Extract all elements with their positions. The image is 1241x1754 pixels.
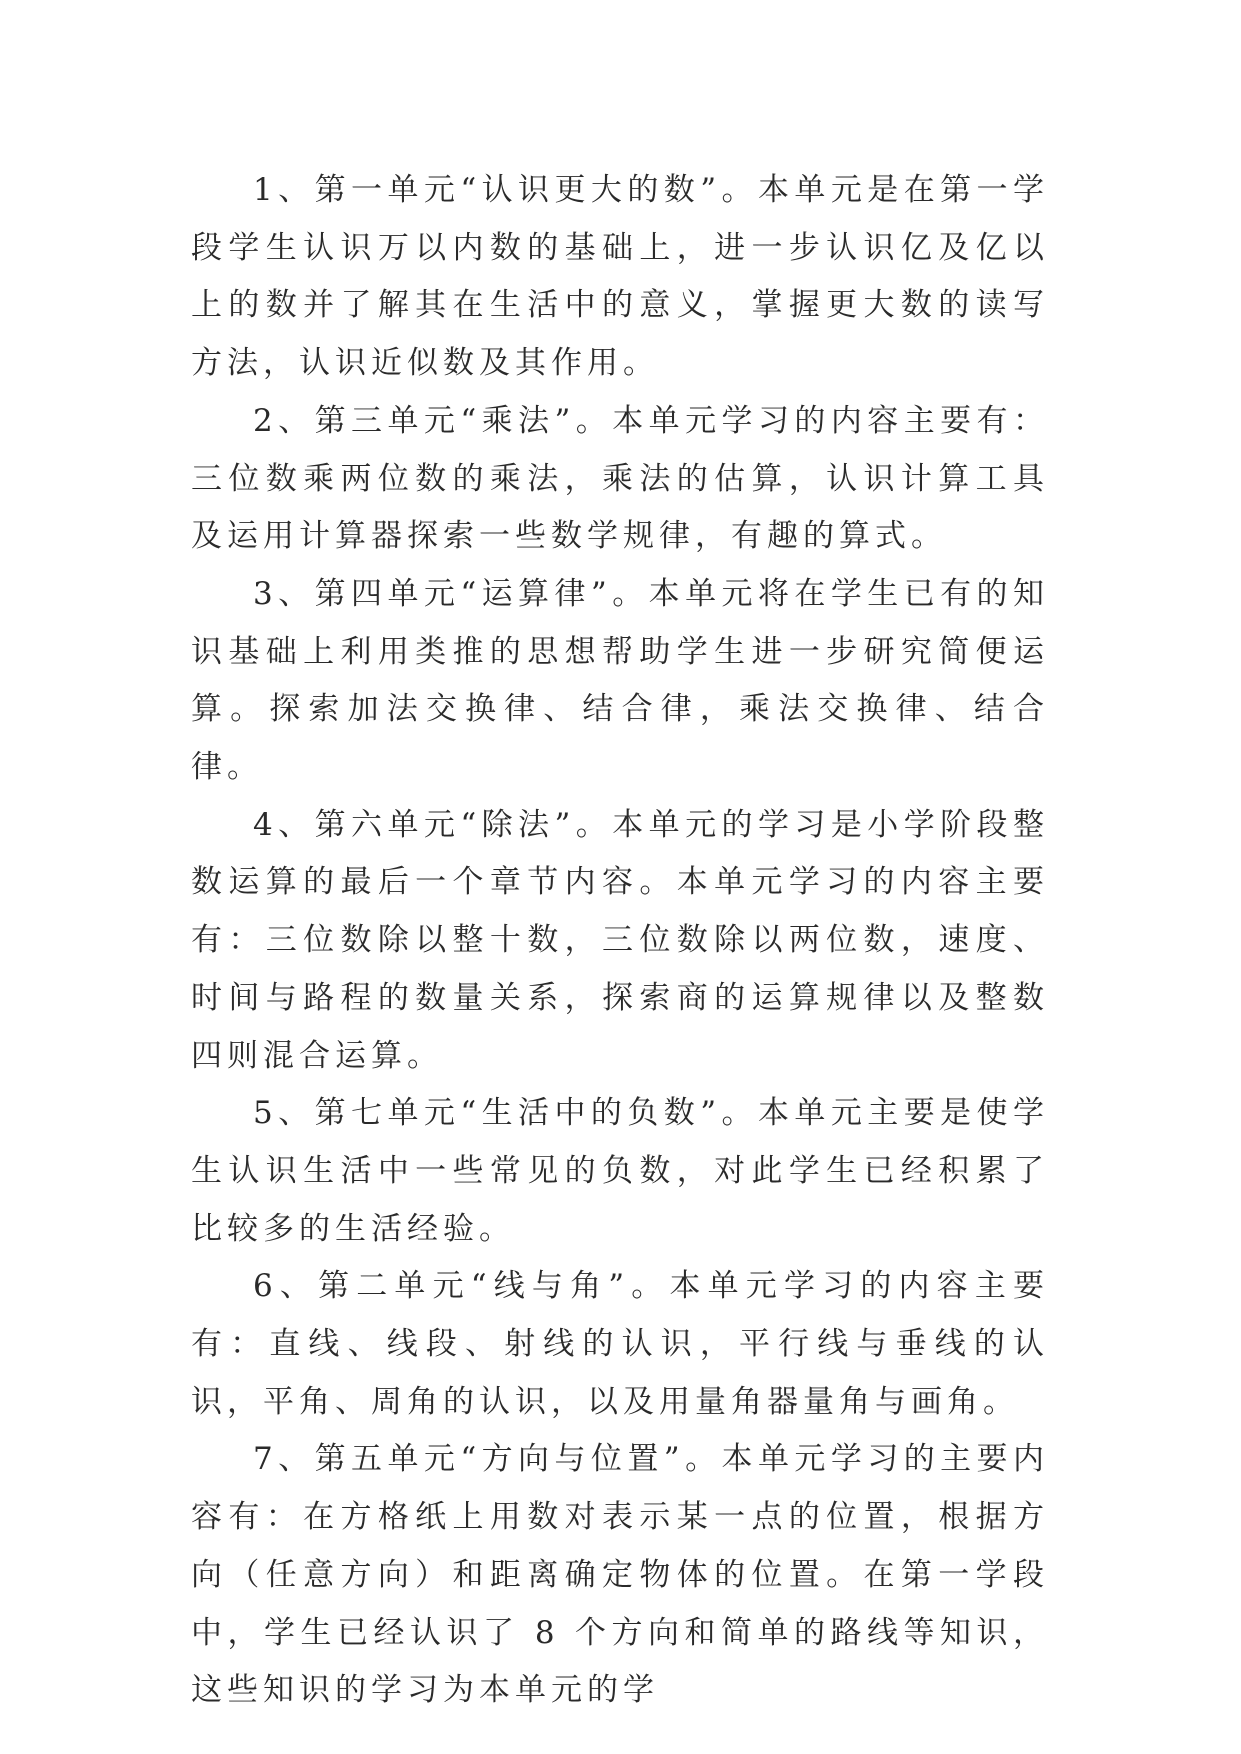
paragraph-unit-2: 6、第二单元“线与角”。本单元学习的内容主要有：直线、线段、射线的认识，平行线与垂线的认识，平角、周角的认识，以及用量角器量角与画角。 bbox=[191, 1268, 1049, 1420]
document-body bbox=[191, 162, 1049, 1720]
paragraph-unit-7: 5、第七单元“生活中的负数”。本单元主要是使学生认识生活中一些常见的负数，对此学生已经积累了比较多的生活经验。 bbox=[191, 1095, 1049, 1247]
paragraph-unit-4: 3、第四单元“运算律”。本单元将在学生已有的知识基础上利用类推的思想帮助学生进一步研究简便运算。探索加法交换律、结合律，乘法交换律、结合律。 bbox=[191, 575, 1049, 786]
paragraph-unit-1: 1、第一单元“认识更大的数”。本单元是在第一学段学生认识万以内数的基础上，进一步认识亿及亿以上的数并了解其在生活中的意义，掌握更大数的读写方法，认识近似数及其作用。 bbox=[191, 172, 1049, 382]
paragraph-unit-3: 2、第三单元“乘法”。本单元学习的内容主要有：三位数乘两位数的乘法，乘法的估算，认识计算工具及运用计算器探索一些数学规律，有趣的算式。 bbox=[191, 402, 1049, 555]
paragraph-unit-5: 7、第五单元“方向与位置”。本单元学习的主要内容有：在方格纸上用数对表示某一点的位置，根据方向（任意方向）和距离确定物体的位置。在第一学段中，学生已经认识了 8 个方向和简单的路线等知识，这些知识的学习为本单元的学 bbox=[191, 1441, 1049, 1709]
paragraph-unit-6: 4、第六单元“除法”。本单元的学习是小学阶段整数运算的最后一个章节内容。本单元学习的内容主要有：三位数除以整十数，三位数除以两位数，速度、时间与路程的数量关系，探索商的运算规律以及整数四则混合运算。 bbox=[191, 806, 1049, 1074]
